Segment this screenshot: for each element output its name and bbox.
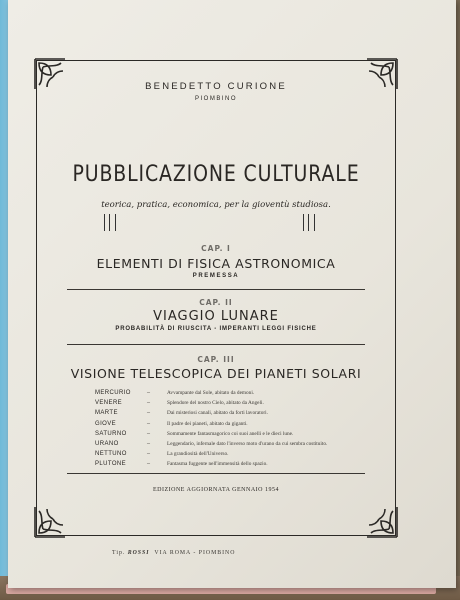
planet-name: MARTE (95, 410, 118, 417)
publication-subtitle: teorica, pratica, economica, per la gioventù studiosa. (101, 200, 331, 210)
planet-name: URANO (95, 441, 119, 448)
planet-name: PLUTONE (95, 461, 127, 468)
list-item (95, 429, 365, 439)
list-item (95, 419, 365, 429)
list-item (95, 449, 365, 459)
dash-separator: – (147, 390, 150, 397)
author-city: PIOMBINO (194, 96, 237, 102)
printer-imprint (112, 550, 352, 556)
document-page (8, 0, 456, 588)
dash-separator: – (147, 410, 150, 417)
dash-separator: – (147, 420, 150, 427)
chapter-3-label: CAP. III (197, 355, 235, 364)
list-item (95, 398, 365, 408)
planet-name: MERCURIO (95, 390, 131, 397)
list-item (95, 459, 365, 469)
printer-name: ROSSI (127, 550, 150, 556)
list-item (95, 388, 365, 398)
planet-description: Sommamente fantasmagorico coi suoi anelli e le dieci lune. (167, 430, 294, 437)
dash-separator: – (147, 451, 150, 458)
list-item (95, 439, 365, 449)
triple-bar-ornament-icon (303, 214, 315, 231)
planet-name: SATURNO (95, 430, 127, 437)
printer-address: VIA ROMA - PIOMBINO (154, 550, 236, 556)
chapter-3-title: VISIONE TELESCOPICA DEI PIANETI SOLARI (70, 366, 362, 381)
chapter-1-note: PREMESSA (192, 273, 240, 279)
chapter-2-label: CAP. II (199, 298, 233, 307)
planet-name: NETTUNO (95, 451, 127, 458)
planet-name: GIOVE (95, 420, 117, 427)
section-divider (67, 344, 365, 345)
planet-name: VENERE (95, 400, 123, 407)
chapter-1-title: ELEMENTI DI FISICA ASTRONOMICA (96, 256, 336, 271)
planet-description: Leggendario, infernale dato l'inverso moto d'urano da cui sembra costituito. (167, 441, 328, 448)
list-item (95, 408, 365, 418)
planet-description: Splendore del nostro Cielo, abitato da Angeli. (167, 400, 264, 407)
chapter-1-label: CAP. I (201, 244, 231, 253)
planet-description: La grandiosità dell'Universo. (167, 451, 229, 458)
corner-ornament-icon (365, 505, 399, 539)
edition-note: EDIZIONE AGGIORNATA GENNAIO 1954 (152, 487, 279, 493)
section-divider (67, 473, 365, 474)
planet-description: Avvampante dal Sole, abitato da demoni. (167, 390, 255, 397)
dash-separator: – (147, 461, 150, 468)
corner-ornament-icon (33, 505, 67, 539)
planet-description: Il padre dei pianeti, abitato da giganti. (167, 420, 248, 427)
planet-list (95, 388, 365, 470)
chapter-2-note: PROBABILITÀ DI RIUSCITA - IMPERANTI LEGGI FISICHE (115, 326, 317, 332)
planet-description: Dai misteriosi canali, abitato da forti lavoratori. (167, 410, 268, 417)
chapter-2-title: VIAGGIO LUNARE (153, 309, 279, 324)
publication-title: PUBBLICAZIONE CULTURALE (72, 162, 360, 187)
page-border-frame (36, 60, 396, 536)
dash-separator: – (147, 430, 150, 437)
author-name: BENEDETTO CURIONE (145, 81, 287, 92)
planet-description: Fantasma fuggente nell'immensità dello spazio. (167, 461, 268, 468)
triple-bar-ornament-icon (104, 214, 116, 231)
section-divider (67, 289, 365, 290)
dash-separator: – (147, 441, 150, 448)
dash-separator: – (147, 400, 150, 407)
printer-prefix: Tip. (112, 550, 126, 556)
